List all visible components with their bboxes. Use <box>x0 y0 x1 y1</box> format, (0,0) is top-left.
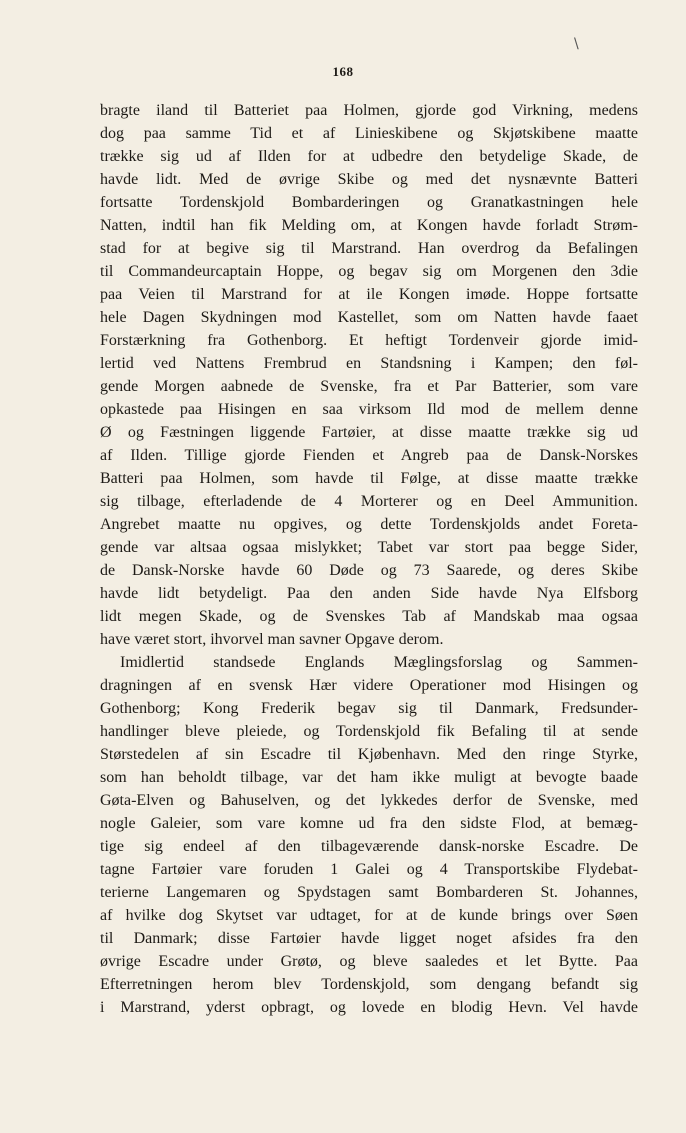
text-line: hele Dagen Skydningen mod Kastellet, som om Natten havde faaet <box>100 309 638 326</box>
text-line: tige sig endeel af den tilbageværende dansk-norske Escadre. De <box>100 838 638 855</box>
text-line: som han beholdt tilbage, var det ham ikke muligt at bevogte baade <box>100 769 638 786</box>
text-line: dragningen af en svensk Hær videre Operationer mod Hisingen og <box>100 677 638 694</box>
text-line: gende Morgen aabnede de Svenske, fra et Par Batterier, som vare <box>100 378 638 395</box>
text-line: Størstedelen af sin Escadre til Kjøbenhavn. Med den ringe Styrke, <box>100 746 638 763</box>
text-line: de Dansk-Norske havde 60 Døde og 73 Saarede, og deres Skibe <box>100 562 638 579</box>
text-line: have været stort, ihvorvel man savner Opgave derom. <box>100 631 444 648</box>
text-line: dog paa samme Tid et af Linieskibene og Skjøtskibene maatte <box>100 125 638 142</box>
text-line: stad for at begive sig til Marstrand. Han overdrog da Befalingen <box>100 240 638 257</box>
text-line: nogle Galeier, som vare komne ud fra den sidste Flod, at bemæg- <box>100 815 638 832</box>
text-line: øvrige Escadre under Grøtø, og bleve saaledes et let Bytte. Paa <box>100 953 638 970</box>
text-line: lidt megen Skade, og de Svenskes Tab af Mandskab maa ogsaa <box>100 608 638 625</box>
text-line: til Danmark; disse Fartøier havde ligget noget afsides fra den <box>100 930 638 947</box>
text-line: lertid ved Nattens Frembrud en Standsning i Kampen; den føl- <box>100 355 638 372</box>
text-line: i Marstrand, yderst opbragt, og lovede en blodig Hevn. Vel havde <box>100 999 638 1016</box>
text-line: trække sig ud af Ilden for at udbedre den betydelige Skade, de <box>100 148 638 165</box>
text-line: Imidlertid standsede Englands Mæglingsforslag og Sammen- <box>120 654 638 671</box>
text-line: handlinger bleve pleiede, og Tordenskjold fik Befaling til at sende <box>100 723 638 740</box>
text-line: havde lidt. Med de øvrige Skibe og med det nysnævnte Batteri <box>100 171 638 188</box>
page-number: 168 <box>332 64 354 79</box>
text-line: opkastede paa Hisingen en saa virksom Ild mod de mellem denne <box>100 401 638 418</box>
text-line: havde lidt betydeligt. Paa den anden Side havde Nya Elfsborg <box>100 585 638 602</box>
text-line: til Commandeurcaptain Hoppe, og begav sig om Morgenen den 3die <box>100 263 638 280</box>
text-line: bragte iland til Batteriet paa Holmen, gjorde god Virkning, medens <box>100 102 638 119</box>
text-line: gende var altsaa ogsaa mislykket; Tabet var stort paa begge Sider, <box>100 539 638 556</box>
body-text <box>100 99 638 1019</box>
paragraph-1 <box>100 99 638 651</box>
text-line: Ø og Fæstningen liggende Fartøier, at disse maatte trække sig ud <box>100 424 638 441</box>
text-line: Gothenborg; Kong Frederik begav sig til Danmark, Fredsunder- <box>100 700 638 717</box>
text-line: terierne Langemaren og Spydstagen samt Bombarderen St. Johannes, <box>100 884 638 901</box>
text-line: tagne Fartøier vare foruden 1 Galei og 4 Transportskibe Flydebat- <box>100 861 638 878</box>
text-line: Angrebet maatte nu opgives, og dette Tordenskjolds andet Foreta- <box>100 516 638 533</box>
text-line: af Ilden. Tillige gjorde Fienden et Angreb paa de Dansk-Norskes <box>100 447 638 464</box>
text-line: paa Veien til Marstrand for at ile Kongen imøde. Hoppe fortsatte <box>100 286 638 303</box>
text-line: Gøta-Elven og Bahuselven, og det lykkedes derfor de Svenske, med <box>100 792 638 809</box>
text-line: Efterretningen herom blev Tordenskjold, som dengang befandt sig <box>100 976 638 993</box>
text-line: af hvilke dog Skytset var udtaget, for at de kunde brings over Søen <box>100 907 638 924</box>
corner-mark: \ <box>574 36 579 52</box>
text-line: Natten, indtil han fik Melding om, at Kongen havde forladt Strøm- <box>100 217 638 234</box>
text-line: Forstærkning fra Gothenborg. Et heftigt Tordenveir gjorde imid- <box>100 332 638 349</box>
text-line: fortsatte Tordenskjold Bombarderingen og Granatkastningen hele <box>100 194 638 211</box>
text-line: Batteri paa Holmen, som havde til Følge, at disse maatte trække <box>100 470 638 487</box>
text-line: sig tilbage, efterladende de 4 Morterer og en Deel Ammunition. <box>100 493 638 510</box>
paragraph-2 <box>100 651 638 1019</box>
